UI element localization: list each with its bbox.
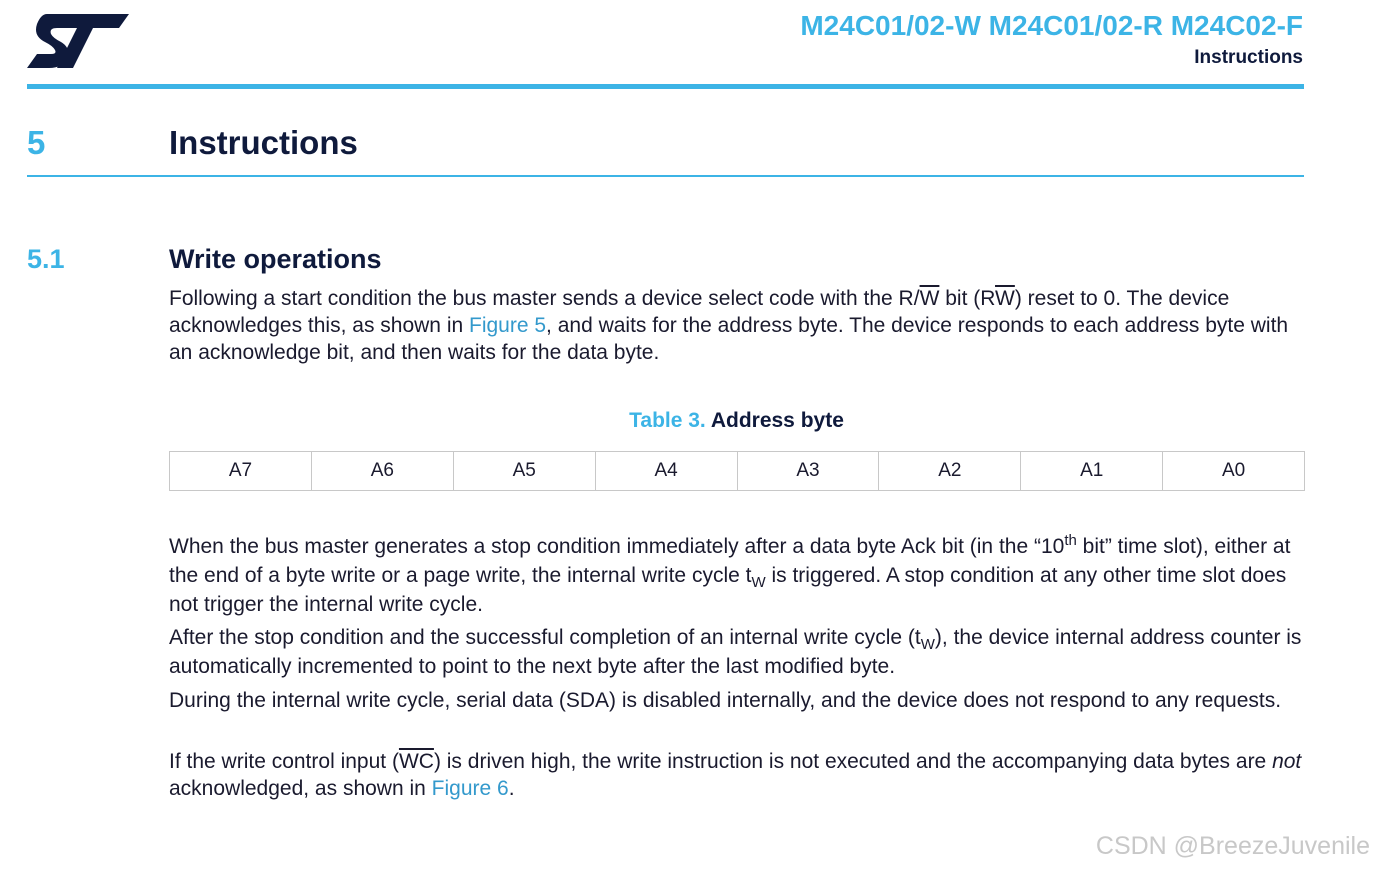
p1-w2-overline: $\overline{W}$ (995, 287, 1015, 310)
header-divider (27, 84, 1304, 89)
paragraph-stop-condition (169, 532, 1304, 619)
table-cell-a6: A6 (311, 452, 453, 491)
document-title: M24C01/02-W M24C01/02-R M24C02-F (800, 10, 1303, 41)
p2-text-3: is triggered. A stop condition at any other time slot does not trigger the internal write cycle. (169, 564, 1287, 616)
p5-wc-overline: $\overline{WC}$ (398, 750, 434, 773)
p1-text-4: , and waits for the address byte. The device responds to each address byte with an acknowledge bit, and then waits for the data byte. (169, 314, 1289, 364)
p1-text-3: ) reset to 0. The device acknowledges this, as shown in (169, 287, 1230, 337)
figure-5-link[interactable]: Figure 5 (469, 314, 547, 337)
p5-text-1: If the write control input ( (169, 750, 399, 773)
address-byte-table (169, 451, 1305, 491)
p5-emphasis: not (1272, 750, 1302, 773)
paragraph-write-control (169, 748, 1304, 802)
p2-text-1: When the bus master generates a stop condition immediately after a data byte Ack bit (in the “10 (169, 535, 1065, 558)
subsection-number: 5.1 (27, 244, 65, 274)
p1-text-2: bit (R (939, 287, 996, 310)
p2-text-2: bit” time slot), either at the end of a byte write or a page write, the internal write cycle t (169, 535, 1291, 587)
p2-subscript: W (751, 574, 766, 592)
section-number: 5 (27, 124, 46, 161)
p3-text-2: ), the device internal address counter is automatically incremented to point to the next byte after the last modified byte. (169, 626, 1302, 678)
p5-text-3: acknowledged, as shown in (169, 777, 432, 800)
figure-6-link[interactable]: Figure 6 (431, 777, 509, 800)
table-caption-title: Address byte (710, 409, 844, 432)
header-section-label: Instructions (1194, 47, 1303, 68)
table-cell-a3: A3 (737, 452, 879, 491)
table-cell-a4: A4 (595, 452, 737, 491)
subsection-title: Write operations (169, 244, 382, 274)
p3-subscript: W (920, 636, 935, 654)
p5-text-2: ) is driven high, the write instruction is not executed and the accompanying data bytes are (433, 750, 1273, 773)
table-caption (169, 409, 1304, 433)
section-title: Instructions (169, 124, 358, 161)
paragraph-write-intro (169, 285, 1304, 366)
table-cell-a0: A0 (1163, 452, 1305, 491)
paragraph-sda-disabled: During the internal write cycle, serial data (SDA) is disabled internally, and the device does not respond to any requests. (169, 689, 1282, 712)
st-logo-icon (27, 12, 131, 70)
table-cell-a5: A5 (453, 452, 595, 491)
table-caption-number: Table 3. (629, 409, 706, 432)
p1-text-1: Following a start condition the bus master sends a device select code with the R/ (169, 287, 920, 310)
p3-text-1: After the stop condition and the successful completion of an internal write cycle (t (169, 626, 921, 649)
p2-superscript: th (1064, 532, 1077, 549)
table-cell-a2: A2 (879, 452, 1021, 491)
paragraph-address-counter (169, 623, 1304, 681)
p1-w-overline: $\overline{W}$ (919, 287, 940, 310)
watermark: CSDN @BreezeJuvenile (1095, 832, 1370, 860)
p5-text-4: . (508, 777, 515, 800)
table-cell-a7: A7 (170, 452, 312, 491)
section-divider (27, 175, 1304, 177)
table-cell-a1: A1 (1021, 452, 1163, 491)
table-row (170, 452, 1305, 491)
